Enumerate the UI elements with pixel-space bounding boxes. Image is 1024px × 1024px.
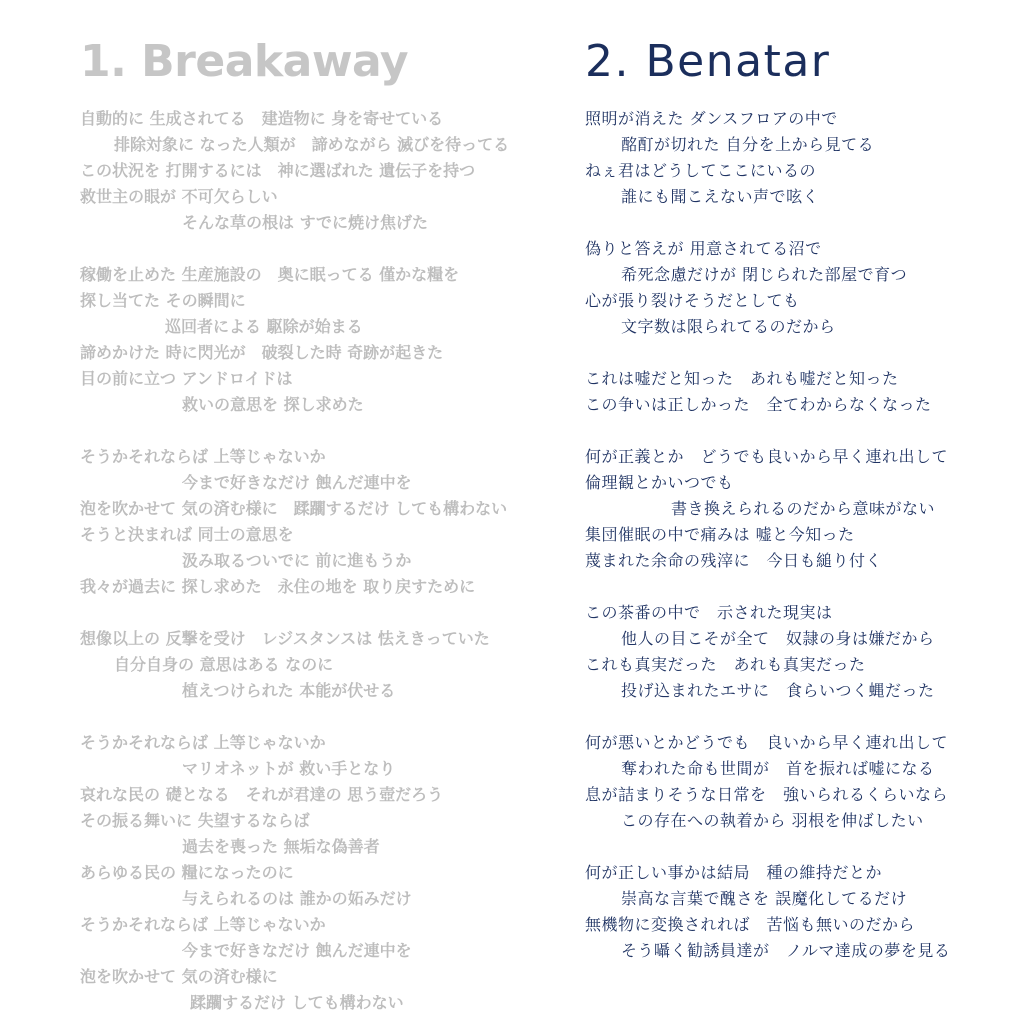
- lyric-line: 過去を喪った 無垢な偽善者: [182, 837, 380, 856]
- lyric-line: 蹂躙するだけ しても構わない: [190, 993, 404, 1012]
- lyric-line: 蔑まれた余命の残滓に 今日も縋り付く: [585, 551, 883, 570]
- lyric-line: この茶番の中で 示された現実は: [585, 603, 833, 622]
- lyric-line: 自動的に 生成されてる 建造物に 身を寄せている: [80, 109, 444, 128]
- lyric-line: そうかそれならば 上等じゃないか: [80, 733, 326, 752]
- lyric-line: 汲み取るついでに 前に進もうか: [182, 551, 412, 570]
- lyric-line: 酩酊が切れた 自分を上から見てる: [621, 135, 875, 154]
- lyric-line: 書き換えられるのだから意味がない: [671, 499, 936, 518]
- song-1-title: 1. Breakaway: [80, 36, 409, 87]
- lyric-line: 想像以上の 反撃を受け レジスタンスは 怯えきっていた: [80, 629, 490, 648]
- lyric-line: 息が詰まりそうな日常を 強いられるくらいなら: [585, 785, 949, 804]
- lyric-line: 与えられるのは 誰かの妬みだけ: [182, 889, 412, 908]
- lyric-line: 今まで好きなだけ 蝕んだ連中を: [182, 941, 412, 960]
- lyric-line: この存在への執着から 羽根を伸ばしたい: [621, 811, 924, 830]
- lyric-line: 希死念慮だけが 閉じられた部屋で育つ: [621, 265, 908, 284]
- lyric-line: 巡回者による 駆除が始まる: [165, 317, 363, 336]
- lyric-line: そんな草の根は すでに焼け焦げた: [182, 213, 429, 232]
- lyric-line: 何が正しい事かは結局 種の維持だとか: [585, 863, 883, 882]
- lyric-line: 文字数は限られてるのだから: [621, 317, 836, 336]
- lyric-line: 救いの意思を 探し求めた: [182, 395, 364, 414]
- lyric-line: 奪われた命も世間が 首を振れば嘘になる: [621, 759, 935, 778]
- lyric-line: 泡を吹かせて 気の済む様に: [80, 967, 278, 986]
- lyric-line: そうと決まれば 同士の意思を: [80, 525, 294, 544]
- lyric-line: 泡を吹かせて 気の済む様に 蹂躙するだけ しても構わない: [80, 499, 508, 518]
- song-2-title: 2. Benatar: [585, 36, 831, 87]
- lyric-line: 植えつけられた 本能が伏せる: [182, 681, 396, 700]
- lyric-line: 諦めかけた 時に閃光が 破裂した時 奇跡が起きた: [80, 343, 444, 362]
- lyric-line: 投げ込まれたエサに 食らいつく蝿だった: [621, 681, 935, 700]
- lyric-line: 集団催眠の中で痛みは 嘘と今知った: [585, 525, 855, 544]
- lyric-line: 我々が過去に 探し求めた 永住の地を 取り戻すために: [80, 577, 476, 596]
- lyric-line: 自分自身の 意思はある なのに: [114, 655, 334, 674]
- lyric-line: これは嘘だと知った あれも嘘だと知った: [585, 369, 899, 388]
- lyric-line: 排除対象に なった人類が 諦めながら 滅びを待ってる: [114, 135, 510, 154]
- lyric-line: 倫理観とかいつでも: [585, 473, 734, 492]
- lyric-line: あらゆる民の 糧になったのに: [80, 863, 294, 882]
- lyric-line: 今まで好きなだけ 蝕んだ連中を: [182, 473, 412, 492]
- lyric-line: 何が正義とか どうでも良いから早く連れ出して: [585, 447, 949, 466]
- lyric-line: この状況を 打開するには 神に選ばれた 遺伝子を持つ: [80, 161, 476, 180]
- lyric-line: そうかそれならば 上等じゃないか: [80, 447, 326, 466]
- lyric-line: そうかそれならば 上等じゃないか: [80, 915, 326, 934]
- lyric-line: 目の前に立つ アンドロイドは: [80, 369, 293, 388]
- lyric-line: 照明が消えた ダンスフロアの中で: [585, 109, 838, 128]
- lyric-line: そう囁く勧誘員達が ノルマ達成の夢を見る: [621, 941, 951, 960]
- lyric-line: 誰にも聞こえない声で呟く: [621, 187, 820, 206]
- lyric-line: ねぇ君はどうしてここにいるの: [585, 161, 817, 180]
- lyric-line: 探し当てた その瞬間に: [80, 291, 246, 310]
- lyric-line: この争いは正しかった 全てわからなくなった: [585, 395, 932, 414]
- lyric-line: 心が張り裂けそうだとしても: [585, 291, 800, 310]
- lyric-line: 偽りと答えが 用意されてる沼で: [585, 239, 822, 258]
- lyric-line: 哀れな民の 礎となる それが君達の 思う壺だろう: [80, 785, 444, 804]
- lyric-line: 救世主の眼が 不可欠らしい: [80, 187, 278, 206]
- lyric-line: 稼働を止めた 生産施設の 奥に眠ってる 僅かな糧を: [80, 265, 460, 284]
- lyric-line: その振る舞いに 失望するならば: [80, 811, 310, 830]
- lyric-line: 何が悪いとかどうでも 良いから早く連れ出して: [585, 733, 949, 752]
- lyric-line: これも真実だった あれも真実だった: [585, 655, 866, 674]
- lyric-line: マリオネットが 救い手となり: [182, 759, 396, 778]
- lyric-line: 無機物に変換されれば 苦悩も無いのだから: [585, 915, 916, 934]
- lyric-line: 他人の目こそが全て 奴隷の身は嫌だから: [621, 629, 935, 648]
- lyric-line: 崇高な言葉で醜さを 誤魔化してるだけ: [621, 889, 908, 908]
